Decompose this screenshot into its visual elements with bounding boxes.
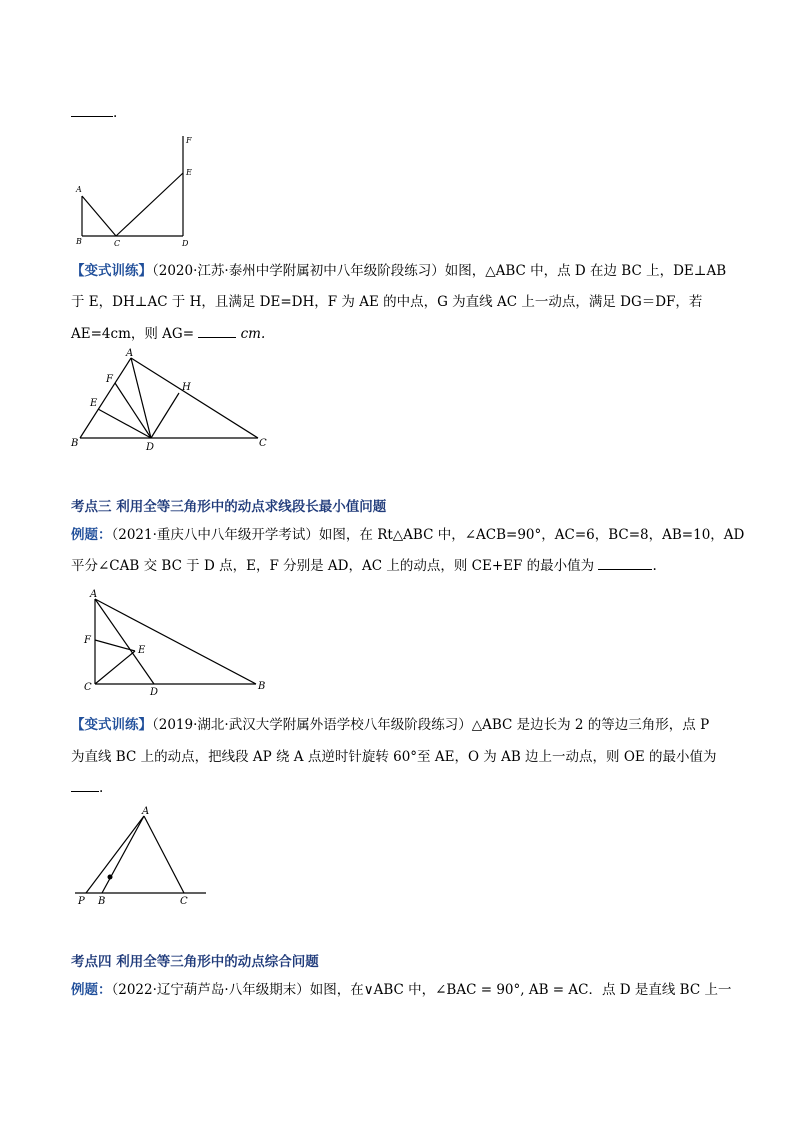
label-C: C [114, 239, 121, 248]
figure-1-diagram [70, 130, 200, 248]
label-B: B [76, 237, 82, 246]
blank [71, 779, 99, 792]
label-C: C [84, 682, 92, 693]
blank [598, 557, 652, 570]
label-D: D [182, 239, 189, 248]
example3-line1: 例题：（2021·重庆八中八年级开学考试）如图，在 Rt△ABC 中，∠ACB=90°，AC=6，BC=8，AB=10，AD [71, 527, 745, 543]
variant2-line3: . [71, 779, 103, 797]
label-A: A [90, 589, 98, 600]
section4-title: 考点四 利用全等三角形中的动点综合问题 [71, 954, 319, 970]
label-E: E [138, 645, 146, 656]
label-B: B [98, 896, 106, 907]
variant1-line3: AE=4cm，则 AG= cm. [71, 326, 266, 342]
example4-line1: 例题：（2022·辽宁葫芦岛·八年级期末）如图，在∨ABC 中，∠BAC = 90°, AB = AC．点 D 是直线 BC 上一 [71, 982, 732, 998]
label-F: F [84, 635, 91, 646]
figure-2-diagram [68, 346, 278, 456]
label-F: F [186, 136, 192, 145]
variant1-line1: 【变式训练】（2020·江苏·泰州中学附属初中八年级阶段练习）如图，△ABC 中，点 D 在边 BC 上，DE⊥AB [71, 263, 727, 279]
section3-title: 考点三 利用全等三角形中的动点求线段长最小值问题 [71, 499, 387, 515]
label-B: B [258, 681, 266, 692]
variant2-line1: 【变式训练】（2019·湖北·武汉大学附属外语学校八年级阶段练习）△ABC 是边长为 2 的等边三角形，点 P [71, 717, 710, 733]
label-D: D [146, 442, 155, 453]
label-A: A [76, 185, 82, 194]
figure-4-diagram [72, 804, 212, 908]
label-D: D [150, 687, 159, 698]
example3-line2: 平分∠CAB 交 BC 于 D 点，E，F 分别是 AD，AC 上的动点，则 CE+EF 的最小值为 . [71, 558, 657, 574]
label-E: E [186, 168, 192, 177]
answer-blank-line: . [71, 104, 117, 122]
blank [198, 325, 236, 338]
label-F: F [106, 374, 113, 385]
label-A: A [126, 348, 134, 359]
label-P: P [78, 896, 85, 907]
label-C: C [180, 896, 188, 907]
variant2-line2: 为直线 BC 上的动点，把线段 AP 绕 A 点逆时针旋转 60°至 AE，O 为 AB 边上一动点，则 OE 的最小值为 [71, 749, 717, 765]
blank [71, 104, 113, 117]
label-C: C [259, 438, 267, 449]
label-A: A [142, 806, 150, 817]
label-H: H [182, 382, 191, 393]
point-O [108, 875, 113, 880]
variant1-line2: 于 E，DH⊥AC 于 H，且满足 DE=DH，F 为 AE 的中点，G 为直线 AC 上一动点，满足 DG＝DF，若 [71, 294, 703, 310]
label-E: E [90, 398, 98, 409]
figure-3-diagram [78, 587, 278, 699]
label-B: B [71, 438, 79, 449]
